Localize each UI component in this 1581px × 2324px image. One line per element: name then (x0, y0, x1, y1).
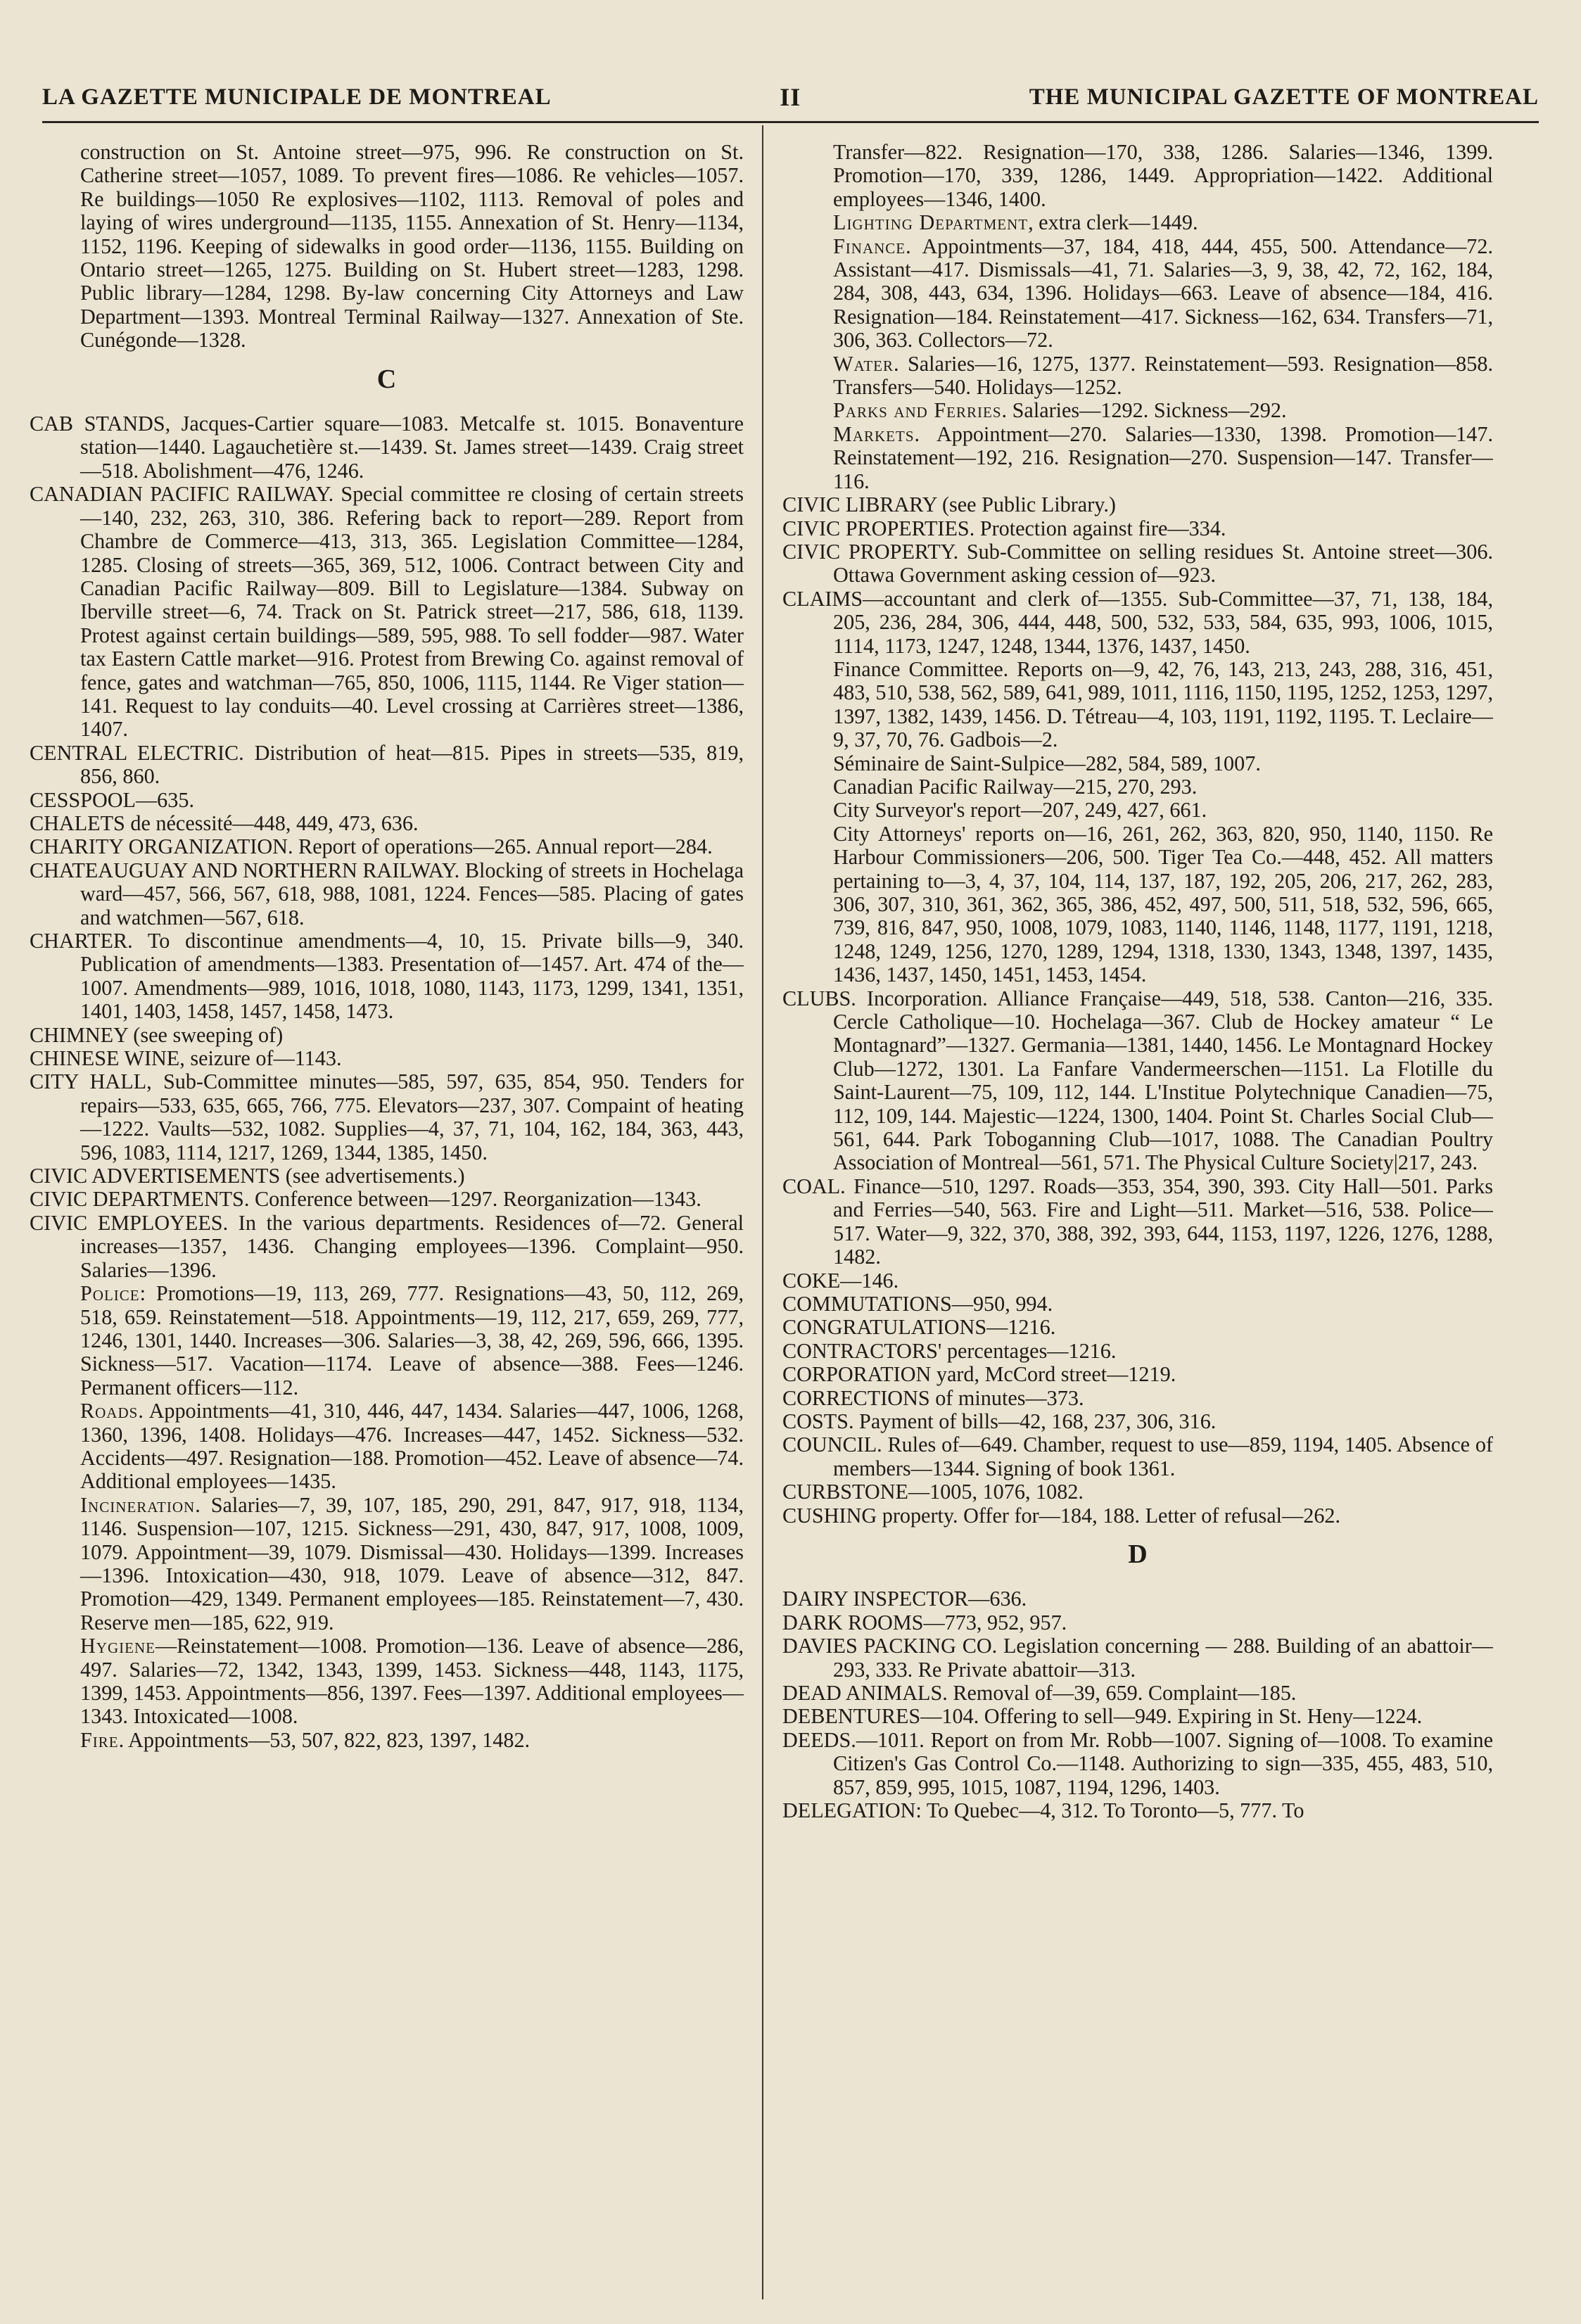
index-entry: CIVIC EMPLOYEES. In the various departments. Residences of—72. General increases—1357, 1436. Changing employees—1396. Complaint—950. Salaries—1396. (30, 1210, 744, 1282)
column-divider (762, 125, 763, 2299)
index-entry: CHARTER. To discontinue amendments—4, 10, 15. Private bills—9, 340. Publication of amendments—1383. Presentation of—1457. Art. 474 of the—1007. Amendments—989, 1016, 1018, 1080, 1143, 1173, 1299, 1341, 1351, 1401, 1403, 1458, 1457, 1458, 1473. (30, 929, 744, 1024)
index-entry: CIVIC ADVERTISEMENTS (see advertisements.) (30, 1164, 465, 1188)
index-entry: COUNCIL. Rules of—649. Chamber, request to use—859, 1194, 1405. Absence of members—1344. Signing of book 1361. (782, 1433, 1493, 1480)
index-entry: DEBENTURES—104. Offering to sell—949. Expiring in St. Heny—1224. (782, 1704, 1423, 1729)
index-entry: CIVIC DEPARTMENTS. Conference between—1297. Reorganization—1343. (30, 1187, 701, 1212)
index-continuation: Canadian Pacific Railway—215, 270, 293. (833, 774, 1198, 799)
index-subentry (782, 399, 1493, 422)
index-continuation: Séminaire de Saint-Sulpice—282, 584, 589, 1007. (833, 751, 1261, 775)
subentry-text: —Reinstatement—1008. Promotion—136. Leave of absence—286, 497. Salaries—72, 1342, 1343, 1399, 1453. Sickness—448, 1143, 1175, 1399, 1453. Appointments—856, 1397. Fees—1397. Additional employees—1343. Intoxicated—1008. (80, 1634, 744, 1729)
subentry-text: . Salaries—16, 1275, 1377. Reinstatement—593. Resignation—858. Transfers—540. Holidays—1252. (833, 351, 1493, 400)
subentry-text: . Appointments—41, 310, 446, 447, 1434. Salaries—447, 1006, 1268, 1360, 1396, 1408. Holidays—476. Increases—447, 1452. Sickness—532. Accidents—497. Resignation—188. Promotion—452. Leave of absence—74. Additional employees—1435. (80, 1399, 744, 1494)
subentry-heading: Roads (80, 1399, 139, 1423)
index-entry: DARK ROOMS—773, 952, 957. (782, 1610, 1067, 1634)
subentry-heading: Finance (833, 234, 906, 258)
index-entry: CIVIC PROPERTY. Sub-Committee on selling residues St. Antoine street—306. Ottawa Government asking cession of—923. (782, 539, 1493, 588)
index-entry: CHARITY ORGANIZATION. Report of operations—265. Annual report—284. (30, 834, 713, 859)
index-entry: CESSPOOL—635. (30, 787, 194, 812)
index-subentry (782, 211, 1493, 234)
index-entry: CURBSTONE—1005, 1076, 1082. (782, 1480, 1084, 1504)
index-entry: CITY HALL, Sub-Committee minutes—585, 597, 635, 854, 950. Tenders for repairs—533, 635, 665, 766, 775. Elevators—237, 307. Compaint of heating—1222. Vaults—532, 1082. Supplies—4, 37, 71, 104, 162, 184, 363, 443, 596, 1083, 1114, 1217, 1269, 1344, 1385, 1450. (30, 1069, 744, 1164)
index-entry: COAL. Finance—510, 1297. Roads—353, 354, 390, 393. City Hall—501. Parks and Ferries—540, 563. Fire and Light—511. Market—516, 538. Police—517. Water—9, 322, 370, 388, 392, 393, 644, 1153, 1197, 1226, 1276, 1288, 1482. (782, 1174, 1493, 1269)
index-entry: CHIMNEY (see sweeping of) (30, 1022, 284, 1047)
header-title-french: LA GAZETTE MUNICIPALE DE MONTREAL (42, 84, 552, 110)
page-header (42, 76, 1539, 118)
index-entry: CORRECTIONS of minutes—373. (782, 1385, 1084, 1410)
index-subentry (782, 353, 1493, 400)
index-continuation: City Surveyor's report—207, 249, 427, 661. (833, 798, 1207, 823)
subentry-heading: Incineration (80, 1492, 196, 1517)
index-continuation: Transfer—822. Resignation—170, 338, 1286. Salaries—1346, 1399. Promotion—170, 339, 1286, 1449. Appropriation—1422. Additional employees—1346, 1400. (833, 141, 1493, 211)
index-entry: CLAIMS—accountant and clerk of—1355. Sub-Committee—37, 71, 138, 184, 205, 236, 284, 306, 444, 448, 500, 532, 533, 584, 635, 993, 1006, 1015, 1114, 1173, 1247, 1248, 1344, 1376, 1437, 1450. (782, 586, 1493, 658)
index-entry: CHALETS de nécessité—448, 449, 473, 636. (30, 811, 419, 835)
index-subentry (782, 235, 1493, 353)
index-entry: CENTRAL ELECTRIC. Distribution of heat—815. Pipes in streets—535, 819, 856, 860. (30, 740, 744, 789)
subentry-heading: Markets (833, 421, 915, 446)
index-continuation: construction on St. Antoine street—975, 996. Re construction on St. Catherine street—1057, 1089. To prevent fires—1086. Re vehicles—1057. Re buildings—1050 Re explosives—1102, 1113. Removal of poles and laying of wires underground—1135, 1155. Annexation of St. Henry—1134, 1152, 1196. Keeping of sidewalks in good order—1136, 1155. Building on Ontario street—1265, 1275. Building on St. Hubert street—1283, 1298. Public library—1284, 1298. By-law concerning City Attorneys and Law Department—1393. Montreal Terminal Railway—1327. Annexation of Ste. Cunégonde—1328. (80, 141, 744, 353)
index-entry: DELEGATION: To Quebec—4, 312. To Toronto—5, 777. To (782, 1798, 1304, 1823)
subentry-heading: Hygiene (80, 1634, 155, 1658)
section-letter: C (376, 364, 397, 394)
index-entry: CUSHING property. Offer for—184, 188. Letter of refusal—262. (782, 1503, 1341, 1528)
index-subentry (30, 1399, 744, 1494)
index-subentry (782, 423, 1493, 493)
subentry-heading: Parks and Ferries (833, 398, 1002, 423)
index-entry: CANADIAN PACIFIC RAILWAY. Special committee re closing of certain streets—140, 232, 263, 310, 386. Refering back to report—289. Report from Chambre de Commerce—413, 313, 365. Legislation Committee—1284, 1285. Closing of streets—365, 369, 512, 1006. Contract between City and Canadian Pacific Railway—809. Bill to Legislature—1384. Subway on Iberville street—6, 74. Track on St. Patrick street—217, 586, 618, 1139. Protest against certain buildings—589, 595, 988. To sell fodder—987. Water tax Eastern Cattle market—916. Protest from Brewing Co. against removal of fence, gates and watchman—765, 850, 1006, 1115, 1144. Re Viger station—141. Request to lay conduits—40. Level crossing at Carrières street—1386, 1407. (30, 482, 744, 742)
index-entry: DEAD ANIMALS. Removal of—39, 659. Complaint—185. (782, 1681, 1297, 1705)
index-entry: CHINESE WINE, seizure of—1143. (30, 1046, 342, 1071)
section-letter: D (1128, 1539, 1148, 1569)
right-column (782, 141, 1493, 2294)
subentry-text: . Appointment—270. Salaries—1330, 1398. Promotion—147. Reinstatement—192, 216. Resignation—270. Suspension—147. Transfer—116. (833, 421, 1493, 493)
index-entry: CORPORATION yard, McCord street—1219. (782, 1362, 1176, 1387)
page-number: II (780, 83, 801, 111)
subentry-text: . Salaries—7, 39, 107, 185, 290, 291, 847, 917, 918, 1134, 1146. Suspension—107, 1215. Sickness—291, 430, 847, 917, 1008, 1009, 1079. Appointment—39, 1079. Dismissal—430. Holidays—1399. Increases—1396. Intoxication—430, 918, 1079. Leave of absence—312, 847. Promotion—429, 1349. Permanent employees—185. Reinstatement—7, 430. Reserve men—185, 622, 919. (80, 1492, 744, 1634)
index-entry: CAB STANDS, Jacques-Cartier square—1083. Metcalfe st. 1015. Bonaventure station—1440. Lagauchetière st.—1439. St. James street—1439. Craig street—518. Abolishment—476, 1246. (30, 412, 744, 483)
index-entry: COMMUTATIONS—950, 994. (782, 1291, 1053, 1316)
index-entry: COSTS. Payment of bills—42, 168, 237, 306, 316. (782, 1409, 1217, 1433)
index-entry: DAVIES PACKING CO. Legislation concerning — 288. Building of an abattoir—293, 333. Re Private abattoir—313. (782, 1634, 1493, 1682)
subentry-text: . Appointments—37, 184, 418, 444, 455, 500. Attendance—72. Assistant—417. Dismissals—41, 71. Salaries—3, 9, 38, 42, 72, 162, 184, 284, 308, 443, 634, 1396. Holidays—663. Leave of absence—184, 416. Resignation—184. Reinstatement—417. Sickness—162, 634. Transfers—71, 306, 363. Collectors—72. (833, 234, 1493, 353)
index-entry: DAIRY INSPECTOR—636. (782, 1587, 1027, 1611)
index-continuation: Finance Committee. Reports on—9, 42, 76, 143, 213, 243, 288, 316, 451, 483, 510, 538, 562, 589, 641, 989, 1011, 1116, 1150, 1195, 1252, 1253, 1297, 1397, 1382, 1439, 1456. D. Tétreau—4, 103, 1191, 1192, 1195. T. Leclaire—9, 37, 70, 76. Gadbois—2. (833, 656, 1493, 752)
index-entry: CHATEAUGUAY AND NORTHERN RAILWAY. Blocking of streets in Hochelaga ward—457, 566, 567, 618, 988, 1081, 1224. Fences—585. Placing of gates and watchmen—567, 618. (30, 858, 744, 929)
subentry-text: , extra clerk—1449. (1028, 210, 1198, 235)
index-subentry (30, 1729, 744, 1752)
index-entry: COKE—146. (782, 1268, 899, 1293)
subentry-heading: Police (80, 1281, 140, 1306)
index-subentry (30, 1282, 744, 1399)
subentry-text: : Promotions—19, 113, 269, 777. Resignations—43, 50, 112, 269, 518, 659. Reinstatement—518. Appointments—19, 112, 217, 659, 269, 777, 1246, 1301, 1440. Increases—306. Salaries—3, 38, 42, 269, 596, 666, 1395. Sickness—517. Vacation—1174. Leave of absence—388. Fees—1246. Permanent officers—112. (80, 1281, 744, 1399)
index-entry: CONTRACTORS' percentages—1216. (782, 1338, 1117, 1363)
index-entry: CONGRATULATIONS—1216. (782, 1315, 1056, 1340)
subentry-text: . Salaries—1292. Sickness—292. (1001, 398, 1287, 423)
index-entry: DEEDS.—1011. Report on from Mr. Robb—1007. Signing of—1008. To examine Citizen's Gas Control Co.—1148. Authorizing to sign—335, 455, 483, 510, 857, 859, 995, 1015, 1087, 1194, 1296, 1403. (782, 1727, 1493, 1799)
subentry-heading: Lighting Department (833, 210, 1029, 235)
subentry-heading: Water (833, 351, 894, 376)
index-subentry (30, 1634, 744, 1729)
header-rule (42, 121, 1539, 123)
subentry-text: . Appointments—53, 507, 822, 823, 1397, 1482. (118, 1727, 531, 1752)
subentry-heading: Fire (80, 1727, 119, 1752)
header-title-english: THE MUNICIPAL GAZETTE OF MONTREAL (1029, 84, 1539, 110)
index-entry: CIVIC LIBRARY (see Public Library.) (782, 493, 1116, 517)
index-entry: CIVIC PROPERTIES. Protection against fire—334. (782, 516, 1226, 540)
index-continuation: City Attorneys' reports on—16, 261, 262, 363, 820, 950, 1140, 1150. Re Harbour Commissioners—206, 500. Tiger Tea Co.—448, 452. All matters pertaining to—3, 4, 37, 104, 114, 137, 187, 192, 205, 206, 217, 262, 283, 306, 307, 310, 361, 362, 365, 386, 452, 497, 500, 511, 518, 532, 596, 665, 739, 816, 847, 950, 1008, 1079, 1083, 1140, 1146, 1148, 1177, 1191, 1218, 1248, 1249, 1256, 1270, 1289, 1294, 1318, 1330, 1343, 1348, 1397, 1435, 1436, 1437, 1450, 1451, 1453, 1454. (833, 821, 1493, 987)
left-column (30, 141, 744, 2294)
index-subentry (30, 1494, 744, 1634)
index-entry: CLUBS. Incorporation. Alliance Française—449, 518, 538. Canton—216, 335. Cercle Catholique—10. Hochelaga—367. Club de Hockey amateur “ Le Montagnard”—1327. Germania—1381, 1440, 1456. Le Montagnard Hockey Club—1272, 1301. La Fanfare Vandermeerschen—1151. La Flotille du Saint-Laurent—75, 109, 112, 144. L'Institue Polytechnique Canadien—75, 112, 109, 144. Majestic—1224, 1300, 1404. Point St. Charles Social Club—561, 644. Park Toboganning Club—1017, 1088. The Canadian Poultry Association of Montreal—561, 571. The Physical Culture Society|217, 243. (782, 986, 1493, 1175)
